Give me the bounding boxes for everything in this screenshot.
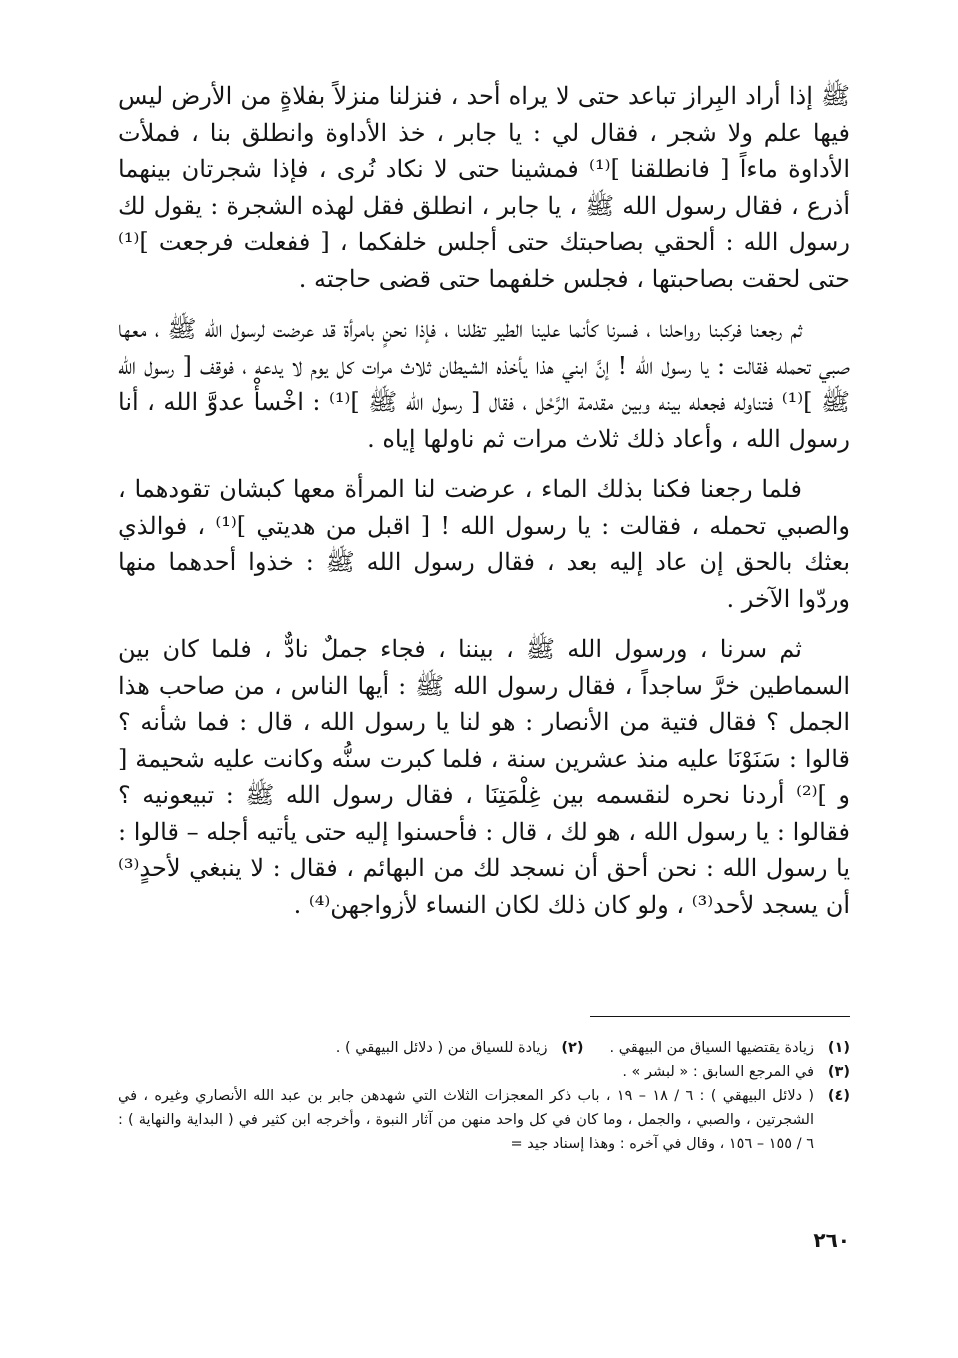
paragraph-1: ﷺ إذا أراد البِراز تباعد حتى لا يراه أحد ، فنزلنا منزلاً بفلاةٍ من الأرض ليس فيها علم ولا شجر ، فقال لي : يا جابر ، خذ الأداوة وانطلق بنا ، فملأت الأداوة ماءاً [ فانطلقنا ]⁽¹⁾ فمشينا حتى لا نكاد نُرى ، فإذا شجرتان بينهما أذرع ، فقال رسول الله ﷺ ، يا جابر ، انطلق فقل لهذه الشجرة : يقول لك رسول الله : ألحقي بصاحبتك حتى أجلس خلفكما ، [ ففعلت فرجعت ]⁽¹⁾ حتى لحقت بصاحبتها ، فجلس خلفهما حتى قضى حاجته . [118,82,850,293]
footnote-3 [118,1060,850,1084]
footnote-row-1-2 [118,1036,850,1060]
footnote-text: في المرجع السابق : « لبشر » . [622,1064,814,1080]
footnotes [118,1036,850,1156]
paragraph-3: فلما رجعنا فكنا بذلك الماء ، عرضت لنا المرأة معها كبشان تقودهما ، والصبي تحمله ، فقالت : يا رسول الله ! [ اقبل من هديتي ]⁽¹⁾ ، فوالذي بعثك بالحق إن عاد إليه بعد ، فقال رسول الله ﷺ : خذوا أحدهما منها وردّوا الآخر . [118,475,850,613]
footnote-text: زيادة للسياق من ( دلائل البيهقي ) . [335,1040,548,1056]
footnote-2 [336,1036,584,1060]
footnote-text: زيادة يقتضيها السياق من البيهقي . [609,1040,814,1056]
footnote-4 [118,1084,850,1156]
footnote-separator-rule [590,1016,850,1017]
footnote-1 [610,1036,851,1060]
book-page-body [118,78,850,923]
footnote-number: (٣) [827,1064,850,1080]
paragraph-2: ثم رجعنا فركبنا رواحلنا ، فسرنا كأنما علينا الطير تظلنا ، فإذا نحنٍ بامرأة قد عرضت لرسول الله ﷺ ، معها صبي تحمله فقالت : يا رسول الله ! إنَّ ابني هذا يأخذه الشيطان ثلاث مرات كل يوم لا يدعه ، فوقف [ رسول الله ﷺ ]⁽¹⁾ فتناوله فجعله بينه وبين مقدمة الرَّحْل ، فقال [ رسول الله ﷺ ]⁽¹⁾ : اخْسأْ عدوَّ الله ، أنا رسول الله ، وأعاد ذلك ثلاث مرات ثم ناولها إياه . [118,315,851,453]
footnote-number: (٤) [827,1088,850,1104]
footnote-number: (٢) [561,1040,584,1056]
footnote-number: (١) [827,1040,850,1056]
footnote-text: ( دلائل البيهقي ) : ٦ / ١٨ – ١٩ ، باب ذكر المعجزات الثلاث التي شهدهن جابر بن عبد الله الأنصاري وغيره ، في الشجرتين ، والصبي ، والجمل ، وما كان في كل واحد منهن من آثار النبوة ، وأخرجه ابن كثير في ( البداية والنهاية ) : ٦ / ١٥٥ – ١٥٦ ، وقال في آخره : وهذا إسناد جيد = [118,1088,815,1152]
page-number: ٢٦٠ [813,1228,850,1252]
paragraph-4: ثم سرنا ، ورسول الله ﷺ ، بيننا ، فجاء جملٌ نادٌّ ، فلما كان بين السماطين خرَّ ساجداً ، فقال رسول الله ﷺ : أيها الناس ، من صاحب هذا الجمل ؟ فقال فتية من الأنصار : هو لنا يا رسول الله ، قال : فما شأنه ؟ قالوا : سَنَوْنَا عليه منذ عشرين سنة ، فلما كبرت سنُّه وكانت عليه شحيمة [ و ]⁽²⁾ أردنا نحره لنقسمه بين غِلْمَتِنَا ، فقال رسول الله ﷺ : تبيعونيه ؟ فقالوا : يا رسول الله ، هو لك ، قال : فأحسنوا إليه حتى يأتيه أجله – قالوا : يا رسول الله : نحن أحق أن نسجد لك من البهائم ، فقال : لا ينبغي لأحدٍ⁽³⁾ أن يسجد لأحد⁽³⁾ ، ولو كان ذلك لكان النساء لأزواجهن⁽⁴⁾ . [118,635,850,919]
